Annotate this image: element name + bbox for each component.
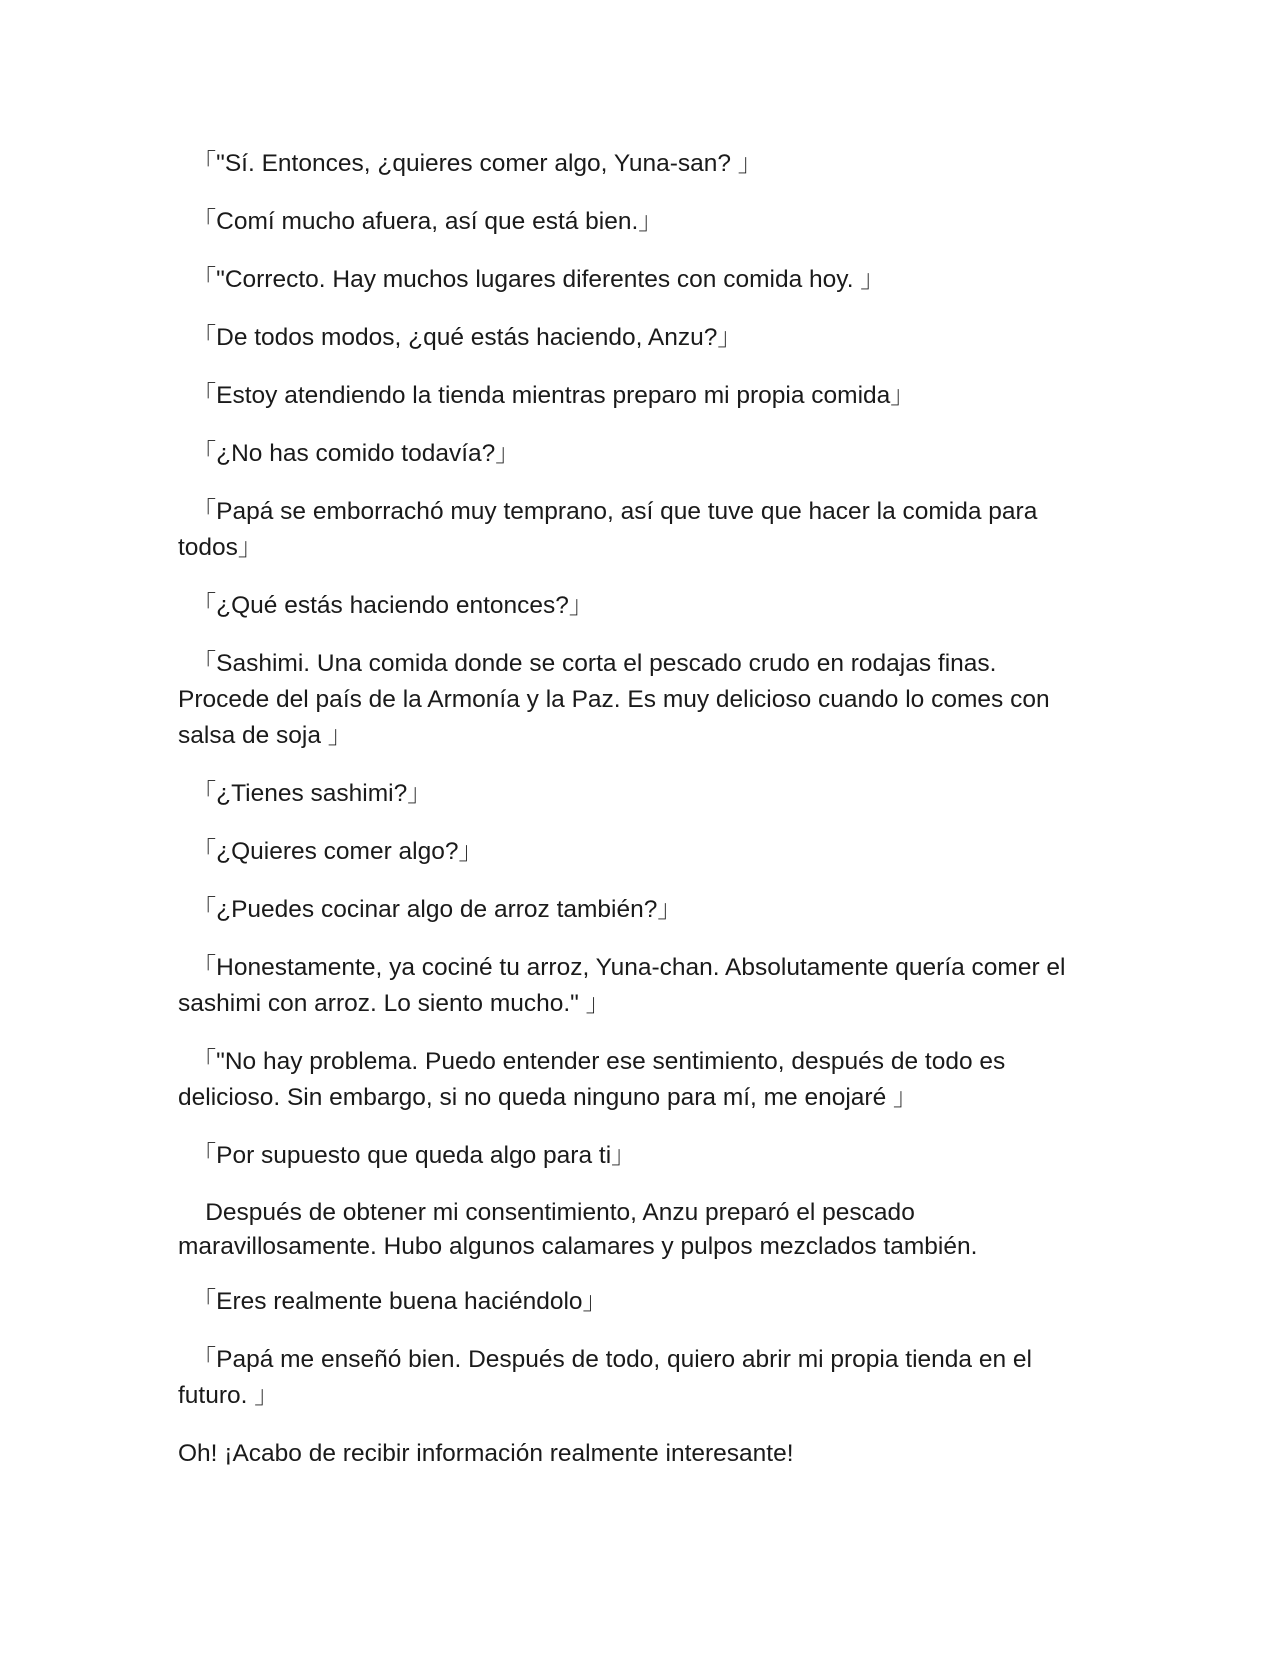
document-body: [178, 146, 1090, 1494]
narration-paragraph: Oh! ¡Acabo de recibir información realmente interesante!: [178, 1440, 794, 1467]
dialogue-paragraph: 「Papá me enseñó bien. Después de todo, quiero abrir mi propia tienda en el futuro. 」: [178, 1346, 1039, 1409]
dialogue-paragraph: 「Eres realmente buena haciéndolo」: [178, 1288, 608, 1315]
dialogue-paragraph: 「"Correcto. Hay muchos lugares diferentes con comida hoy. 」: [178, 266, 885, 293]
dialogue-paragraph: 「Honestamente, ya cociné tu arroz, Yuna-chan. Absolutamente quería comer el sashimi con arroz. Lo siento mucho." 」: [178, 954, 1073, 1017]
dialogue-paragraph: 「¿Quieres comer algo?」: [178, 838, 484, 865]
dialogue-paragraph: 「Sashimi. Una comida donde se corta el pescado crudo en rodajas finas. Procede del país de la Armonía y la Paz. Es muy delicioso cuando lo comes con salsa de soja 」: [178, 650, 1057, 749]
narration-paragraph: Después de obtener mi consentimiento, Anzu preparó el pescado maravillosamente. Hubo algunos calamares y pulpos mezclados también.: [178, 1199, 978, 1260]
dialogue-paragraph: 「Comí mucho afuera, así que está bien.」: [178, 208, 663, 235]
dialogue-paragraph: 「Estoy atendiendo la tienda mientras preparo mi propia comida」: [178, 382, 915, 409]
dialogue-paragraph: 「¿Qué estás haciendo entonces?」: [178, 592, 594, 619]
dialogue-paragraph: 「¿Tienes sashimi?」: [178, 780, 432, 807]
dialogue-paragraph: 「¿Puedes cocinar algo de arroz también?」: [178, 896, 682, 923]
dialogue-paragraph: 「Por supuesto que queda algo para ti」: [178, 1142, 636, 1169]
dialogue-paragraph: 「Papá se emborrachó muy temprano, así que tuve que hacer la comida para todos」: [178, 498, 1045, 561]
dialogue-paragraph: 「"Sí. Entonces, ¿quieres comer algo, Yuna-san? 」: [178, 150, 763, 177]
dialogue-paragraph: 「De todos modos, ¿qué estás haciendo, Anzu?」: [178, 324, 742, 351]
dialogue-paragraph: 「¿No has comido todavía?」: [178, 440, 520, 467]
dialogue-paragraph: 「"No hay problema. Puedo entender ese sentimiento, después de todo es delicioso. Sin embargo, si no queda ninguno para mí, me enojaré 」: [178, 1048, 1013, 1111]
